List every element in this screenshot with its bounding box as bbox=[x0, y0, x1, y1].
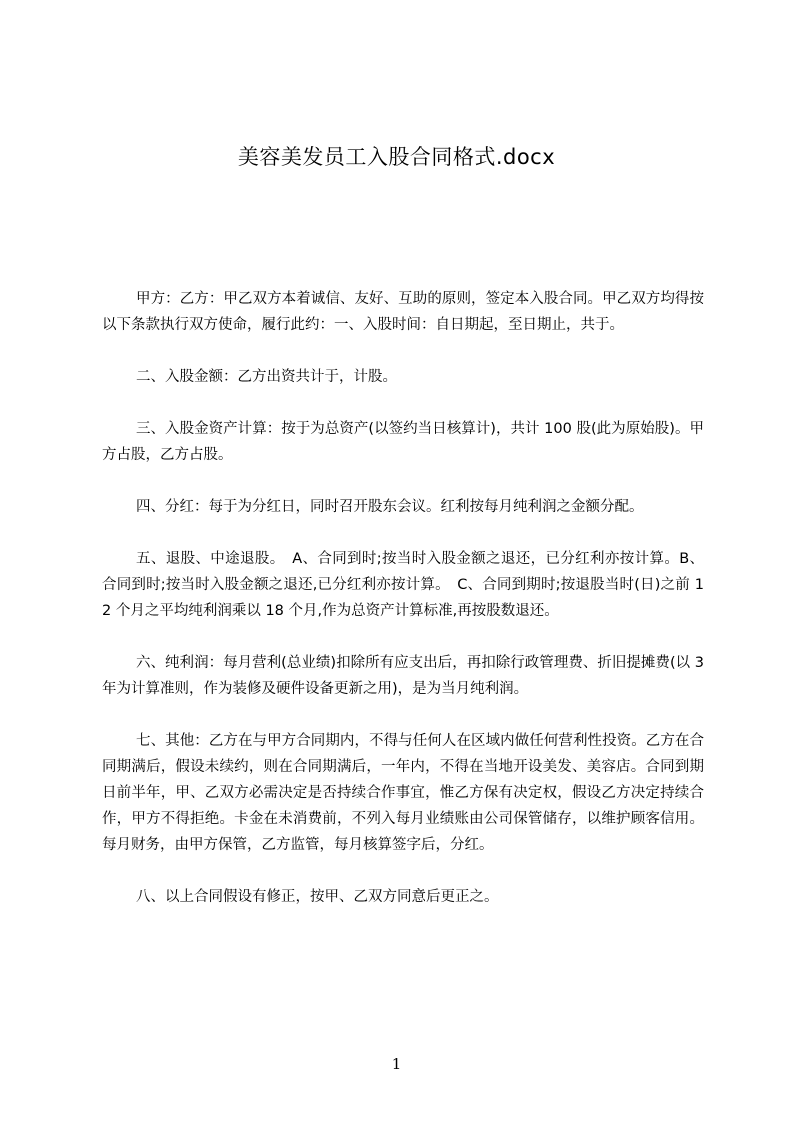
paragraph-other: 七、其他：乙方在与甲方合同期内，不得与任何人在区域内做任何营利性投资。乙方在合同期满后，假设未续约，则在合同期满后，一年内，不得在当地开设美发、美容店。合同到期日前半年，甲、乙双方必需决定是否持续合作事宜，惟乙方保有决定权，假设乙方决定持续合作，甲方不得拒绝。卡金在未消费前，不列入每月业绩账由公司保管储存，以维护顾客信用。每月财务，由甲方保管，乙方监管，每月核算签字后，分红。 bbox=[102, 733, 704, 853]
paragraph-intro: 甲方：乙方：甲乙双方本着诚信、友好、互助的原则，签定本入股合同。甲乙双方均得按以下条款执行双方使命，履行此约：一、入股时间：自日期起，至日期止，共于。 bbox=[102, 291, 704, 333]
document-title: 美容美发员工入股合同格式.docx bbox=[237, 145, 556, 169]
page-number: 1 bbox=[391, 1055, 402, 1073]
paragraph-investment-amount: 二、入股金额：乙方出资共计于，计股。 bbox=[136, 369, 397, 385]
paragraph-amendment: 八、以上合同假设有修正，按甲、乙双方同意后更正之。 bbox=[136, 889, 499, 905]
paragraph-withdrawal: 五、退股、中途退股。 A、合同到时;按当时入股金额之退还，已分红利亦按计算。B、合同到时;按当时入股金额之退还,已分红利亦按计算。 C、合同到期时;按退股当时(日)之前 12 个月之平均纯利润乘以 18 个月,作为总资产计算标准,再按股数退还。 bbox=[102, 551, 704, 619]
document-body bbox=[102, 286, 704, 936]
paragraph-dividend: 四、分红：每于为分红日，同时召开股东会议。红利按每月纯利润之金额分配。 bbox=[136, 499, 644, 515]
paragraph-net-profit: 六、纯利润：每月营利(总业绩)扣除所有应支出后，再扣除行政管理费、折旧提摊费(以 3 年为计算准则，作为装修及硬件设备更新之用)，是为当月纯利润。 bbox=[102, 655, 704, 697]
paragraph-asset-calculation: 三、入股金资产计算：按于为总资产(以签约当日核算计)，共计 100 股(此为原始股)。甲方占股，乙方占股。 bbox=[102, 421, 704, 463]
